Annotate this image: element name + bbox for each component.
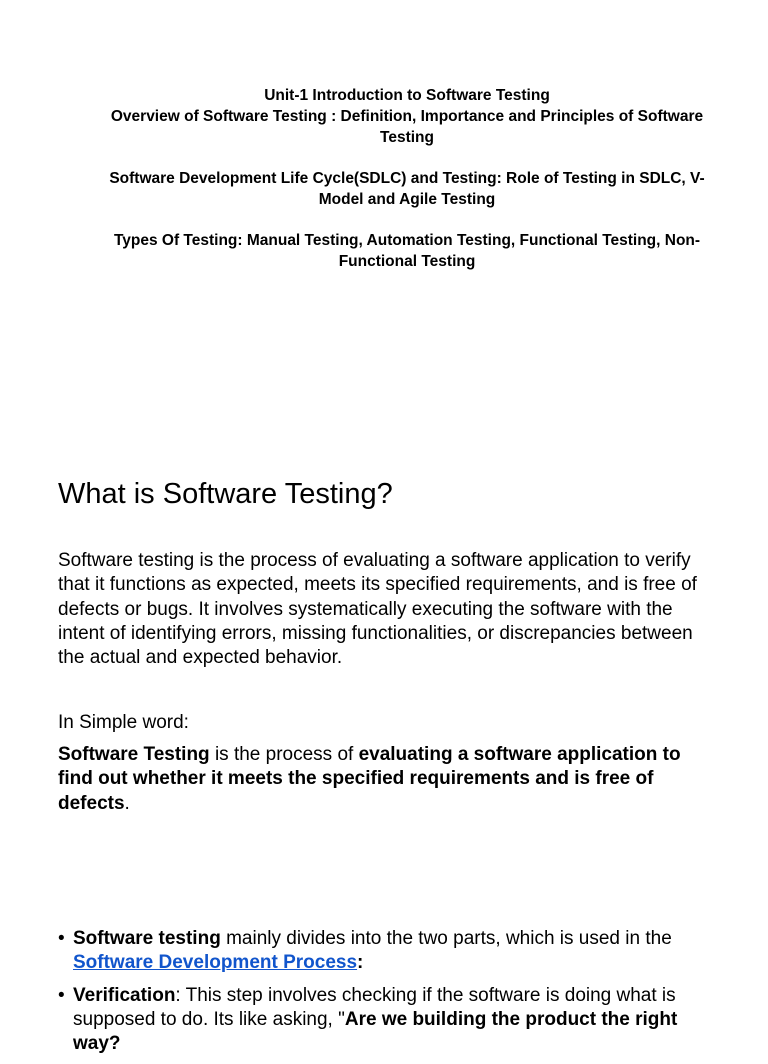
header-sdlc-line: Software Development Life Cycle(SDLC) and Testing: Role of Testing in SDLC, V-Model and Agile Testing (109, 170, 705, 208)
definition-connector: is the process of (209, 744, 359, 765)
header-types-line: Types Of Testing: Manual Testing, Automation Testing, Functional Testing, Non-Functional Testing (113, 232, 701, 270)
bullet-list (58, 927, 718, 1064)
bullet-marker: • (58, 928, 65, 949)
section-title: What is Software Testing? (58, 478, 393, 510)
list-item (58, 927, 718, 976)
definition-bold-text: evaluating a software application to find out whether it meets the specified requirements and is free of defects (58, 744, 681, 814)
bullet-text: : This step involves checking if the software is doing what is supposed to do. Its like asking, " (73, 984, 676, 1030)
header-overview-line: Overview of Software Testing : Definition, Importance and Principles of Software Testing (110, 108, 704, 146)
sdlc-process-link[interactable]: Software Development Process (73, 952, 358, 974)
definition-paragraph (58, 743, 718, 816)
intro-paragraph: Software testing is the process of evaluating a software application to verify that it functions as expected, meets its specified requirements, and is free of defects or bugs. It involves systematically executing the software with the intent of identifying errors, missing functionalities, or discrepancies between the actual and expected behavior. (58, 550, 697, 669)
definition-term: Software Testing (58, 744, 210, 765)
bullet-end: : (357, 952, 364, 974)
bullet-text: mainly divides into the two parts, which is used in the (220, 928, 672, 949)
bullet-marker: • (58, 984, 65, 1006)
document-header (90, 85, 724, 272)
bullet-term: Verification (73, 984, 176, 1006)
bullet-bold-end: Are we building the product the right way? (73, 1008, 678, 1055)
list-item (58, 984, 718, 1057)
simple-word-label: In Simple word: (58, 712, 189, 733)
header-unit-title: Unit-1 Introduction to Software Testing (264, 87, 550, 104)
definition-end: . (124, 792, 130, 814)
bullet-term: Software testing (73, 928, 221, 949)
